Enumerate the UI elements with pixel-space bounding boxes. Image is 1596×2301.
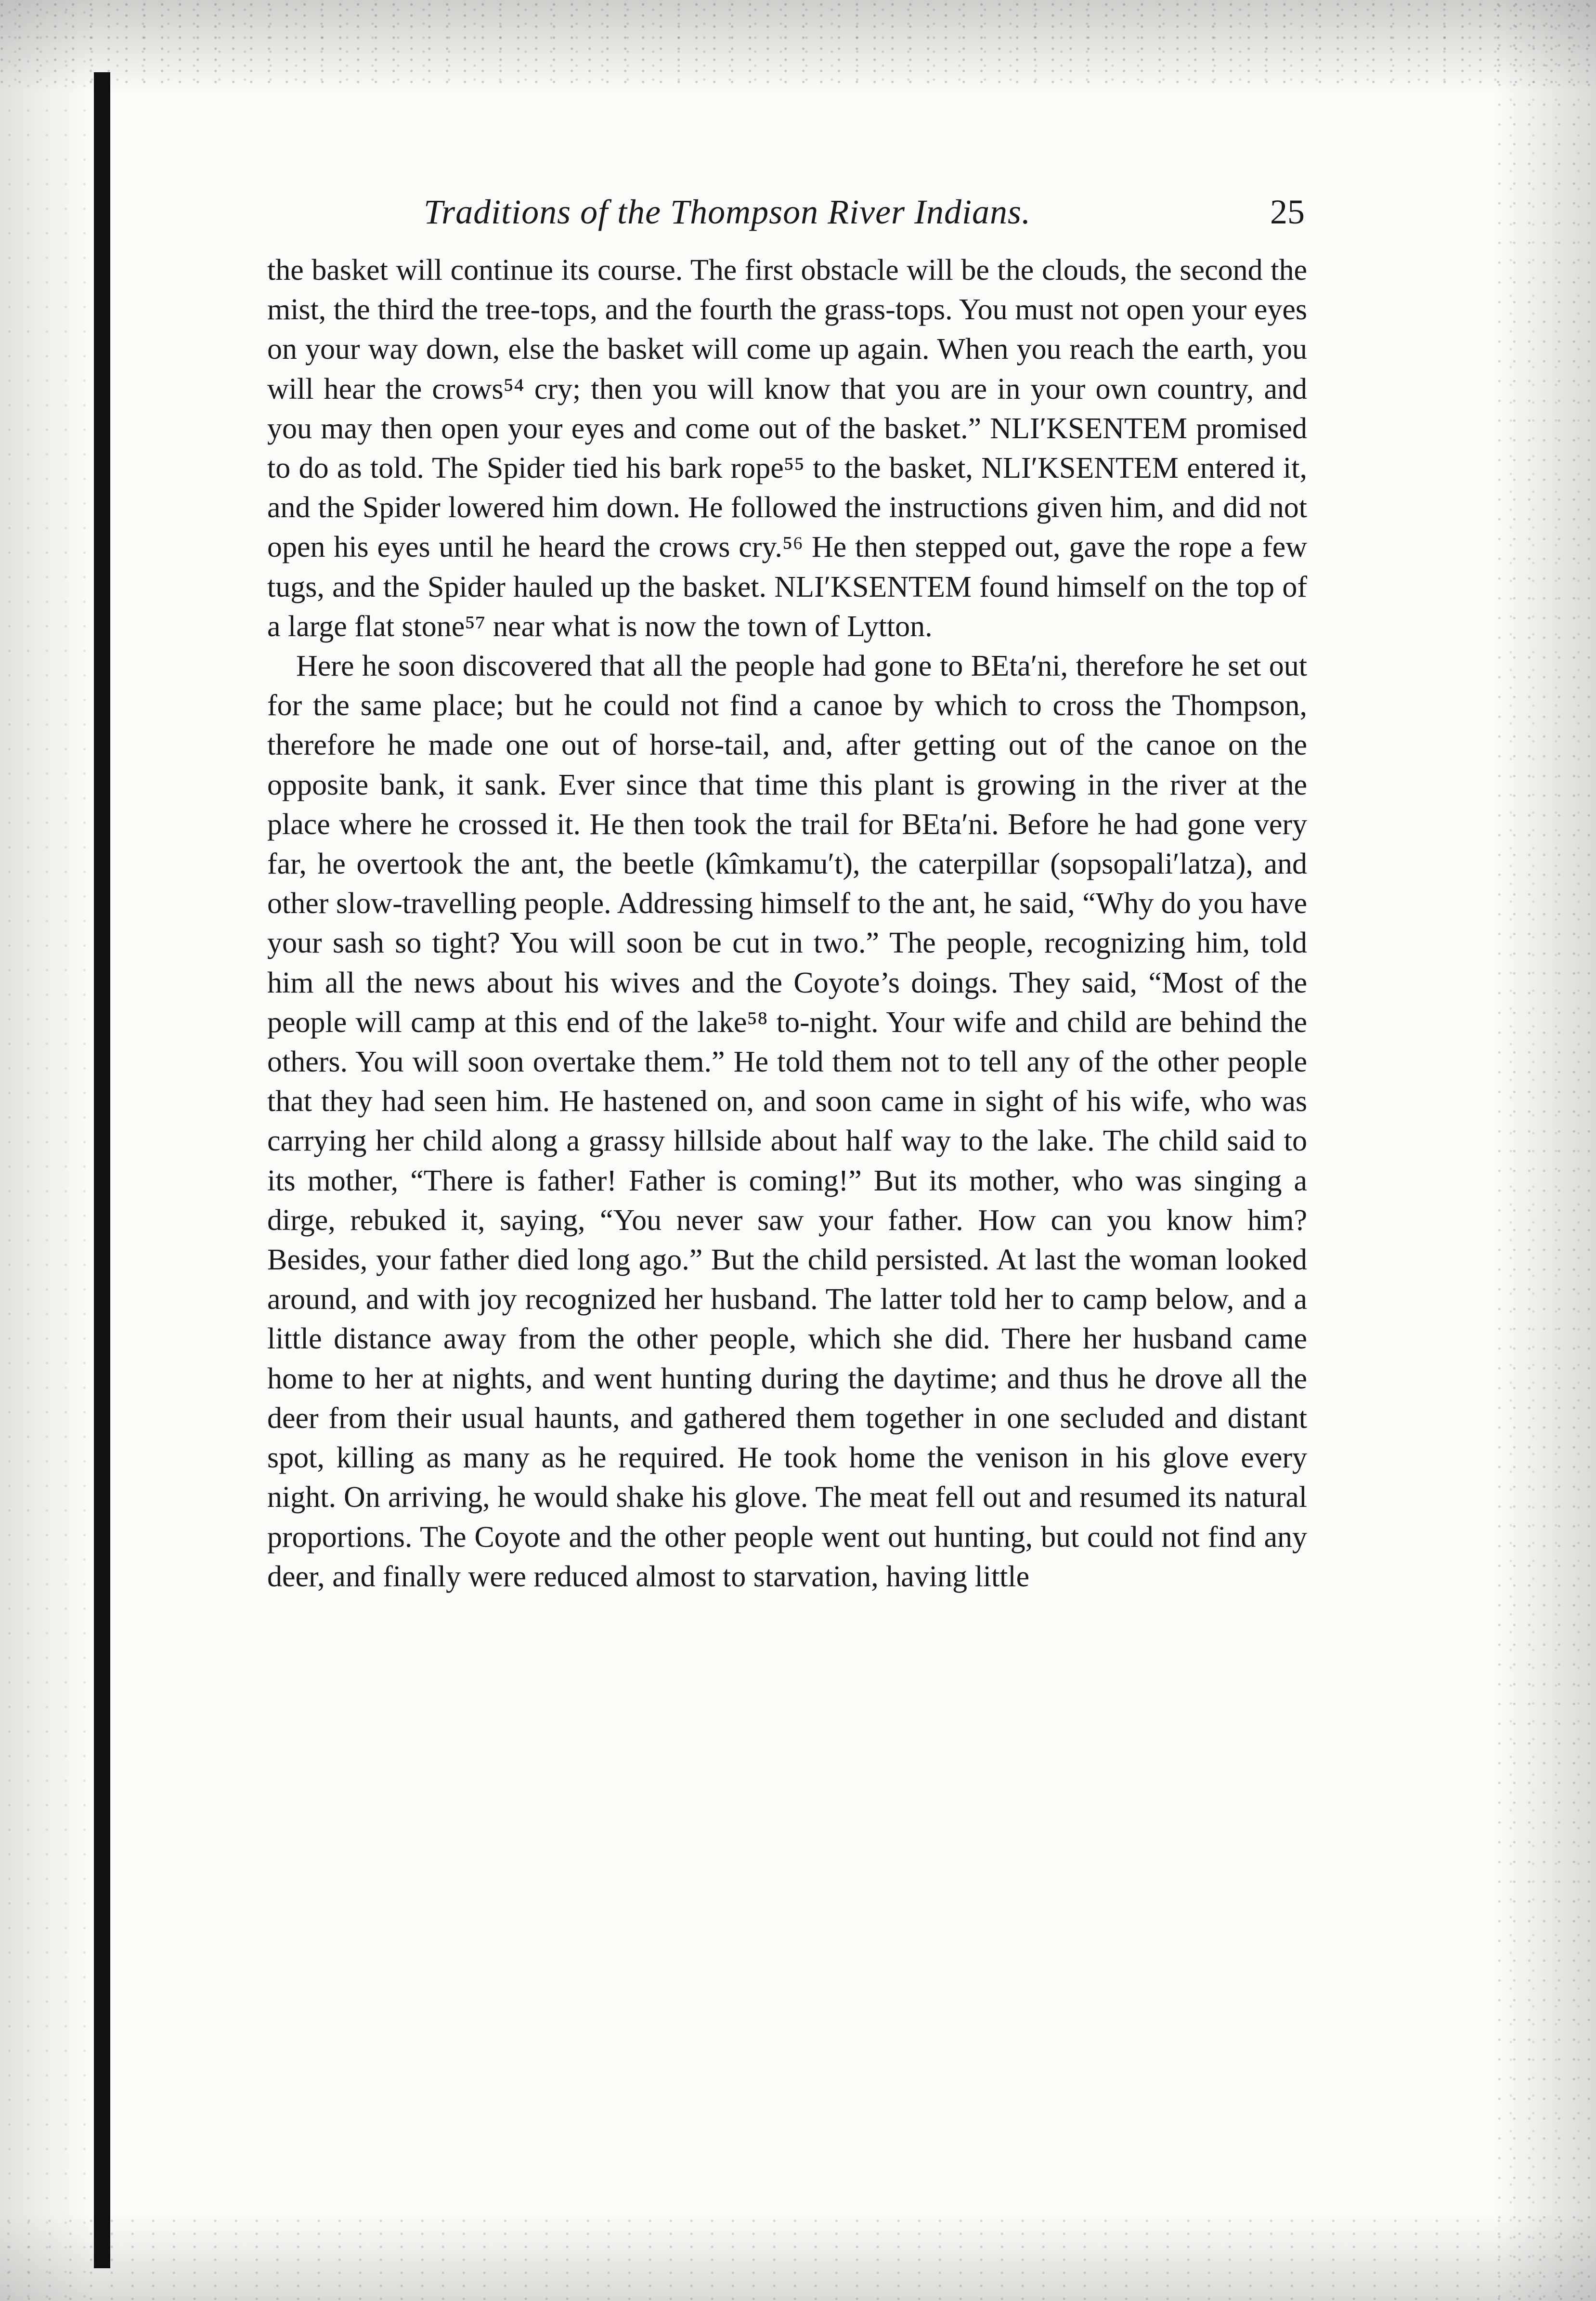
body-text: [267, 250, 1307, 1596]
running-head: [270, 185, 1305, 243]
page-number: 25: [1270, 193, 1305, 231]
page-edge-bottom: [0, 2214, 1596, 2301]
page-edge-right: [1495, 0, 1596, 2301]
paragraph: the basket will continue its course. The first obstacle will be the clouds, the second the mist, the third the tree-tops, and the fourth the grass-tops. You must not open your eyes on your way down, else the basket will come up again. When you reach the earth, you will hear the crows⁵⁴ cry; then you will know that you are in your own country, and you may then open your eyes and come out of the basket.” NLI′KSENTEM promised to do as told. The Spider tied his bark rope⁵⁵ to the basket, NLI′KSENTEM entered it, and the Spider lowered him down. He followed the instructions given him, and did not open his eyes until he heard the crows cry.⁵⁶ He then stepped out, gave the rope a few tugs, and the Spider hauled up the basket. NLI′KSENTEM found himself on the top of a large flat stone⁵⁷ near what is now the town of Lytton.: [267, 254, 1307, 643]
running-title: Traditions of the Thompson River Indians.: [424, 193, 1031, 231]
page-edge-left: [0, 0, 91, 2301]
paragraph: Here he soon discovered that all the people had gone to BEta′ni, therefore he set out for the same place; but he could not find a canoe by which to cross the Thompson, therefore he made one out of horse-tail, and, after getting out of the canoe on the opposite bank, it sank. Ever since that time this plant is growing in the river at the place where he crossed it. He then took the trail for BEta′ni. Before he had gone very far, he overtook the ant, the beetle (kîmkamu′t), the caterpillar (sopsopali′latza), and other slow-travelling people. Addressing himself to the ant, he said, “Why do you have your sash so tight? You will soon be cut in two.” The people, recognizing him, told him all the news about his wives and the Coyote’s doings. They said, “Most of the people will camp at this end of the lake⁵⁸ to-night. Your wife and child are behind the others. You will soon overtake them.” He told them not to tell any of the other people that they had seen him. He hastened on, and soon came in sight of his wife, who was carrying her child along a grassy hillside about half way to the lake. The child said to its mother, “There is father! Father is coming!” But its mother, who was singing a dirge, rebuked it, saying, “You never saw your father. How can you know him? Besides, your father died long ago.” But the child persisted. At last the woman looked around, and with joy recognized her husband. The latter told her to camp below, and a little distance away from the other people, which she did. There her husband came home to her at nights, and went hunting during the daytime; and thus he drove all the deer from their usual haunts, and gathered them together in one secluded and distant spot, killing as many as he required. He took home the venison in his glove every night. On arriving, he would shake his glove. The meat fell out and resumed its natural proportions. The Coyote and the other people went out hunting, but could not find any deer, and finally were reduced almost to starvation, having little: [267, 650, 1307, 1593]
binding-bar: [94, 72, 110, 2268]
page-edge-top: [0, 0, 1596, 92]
